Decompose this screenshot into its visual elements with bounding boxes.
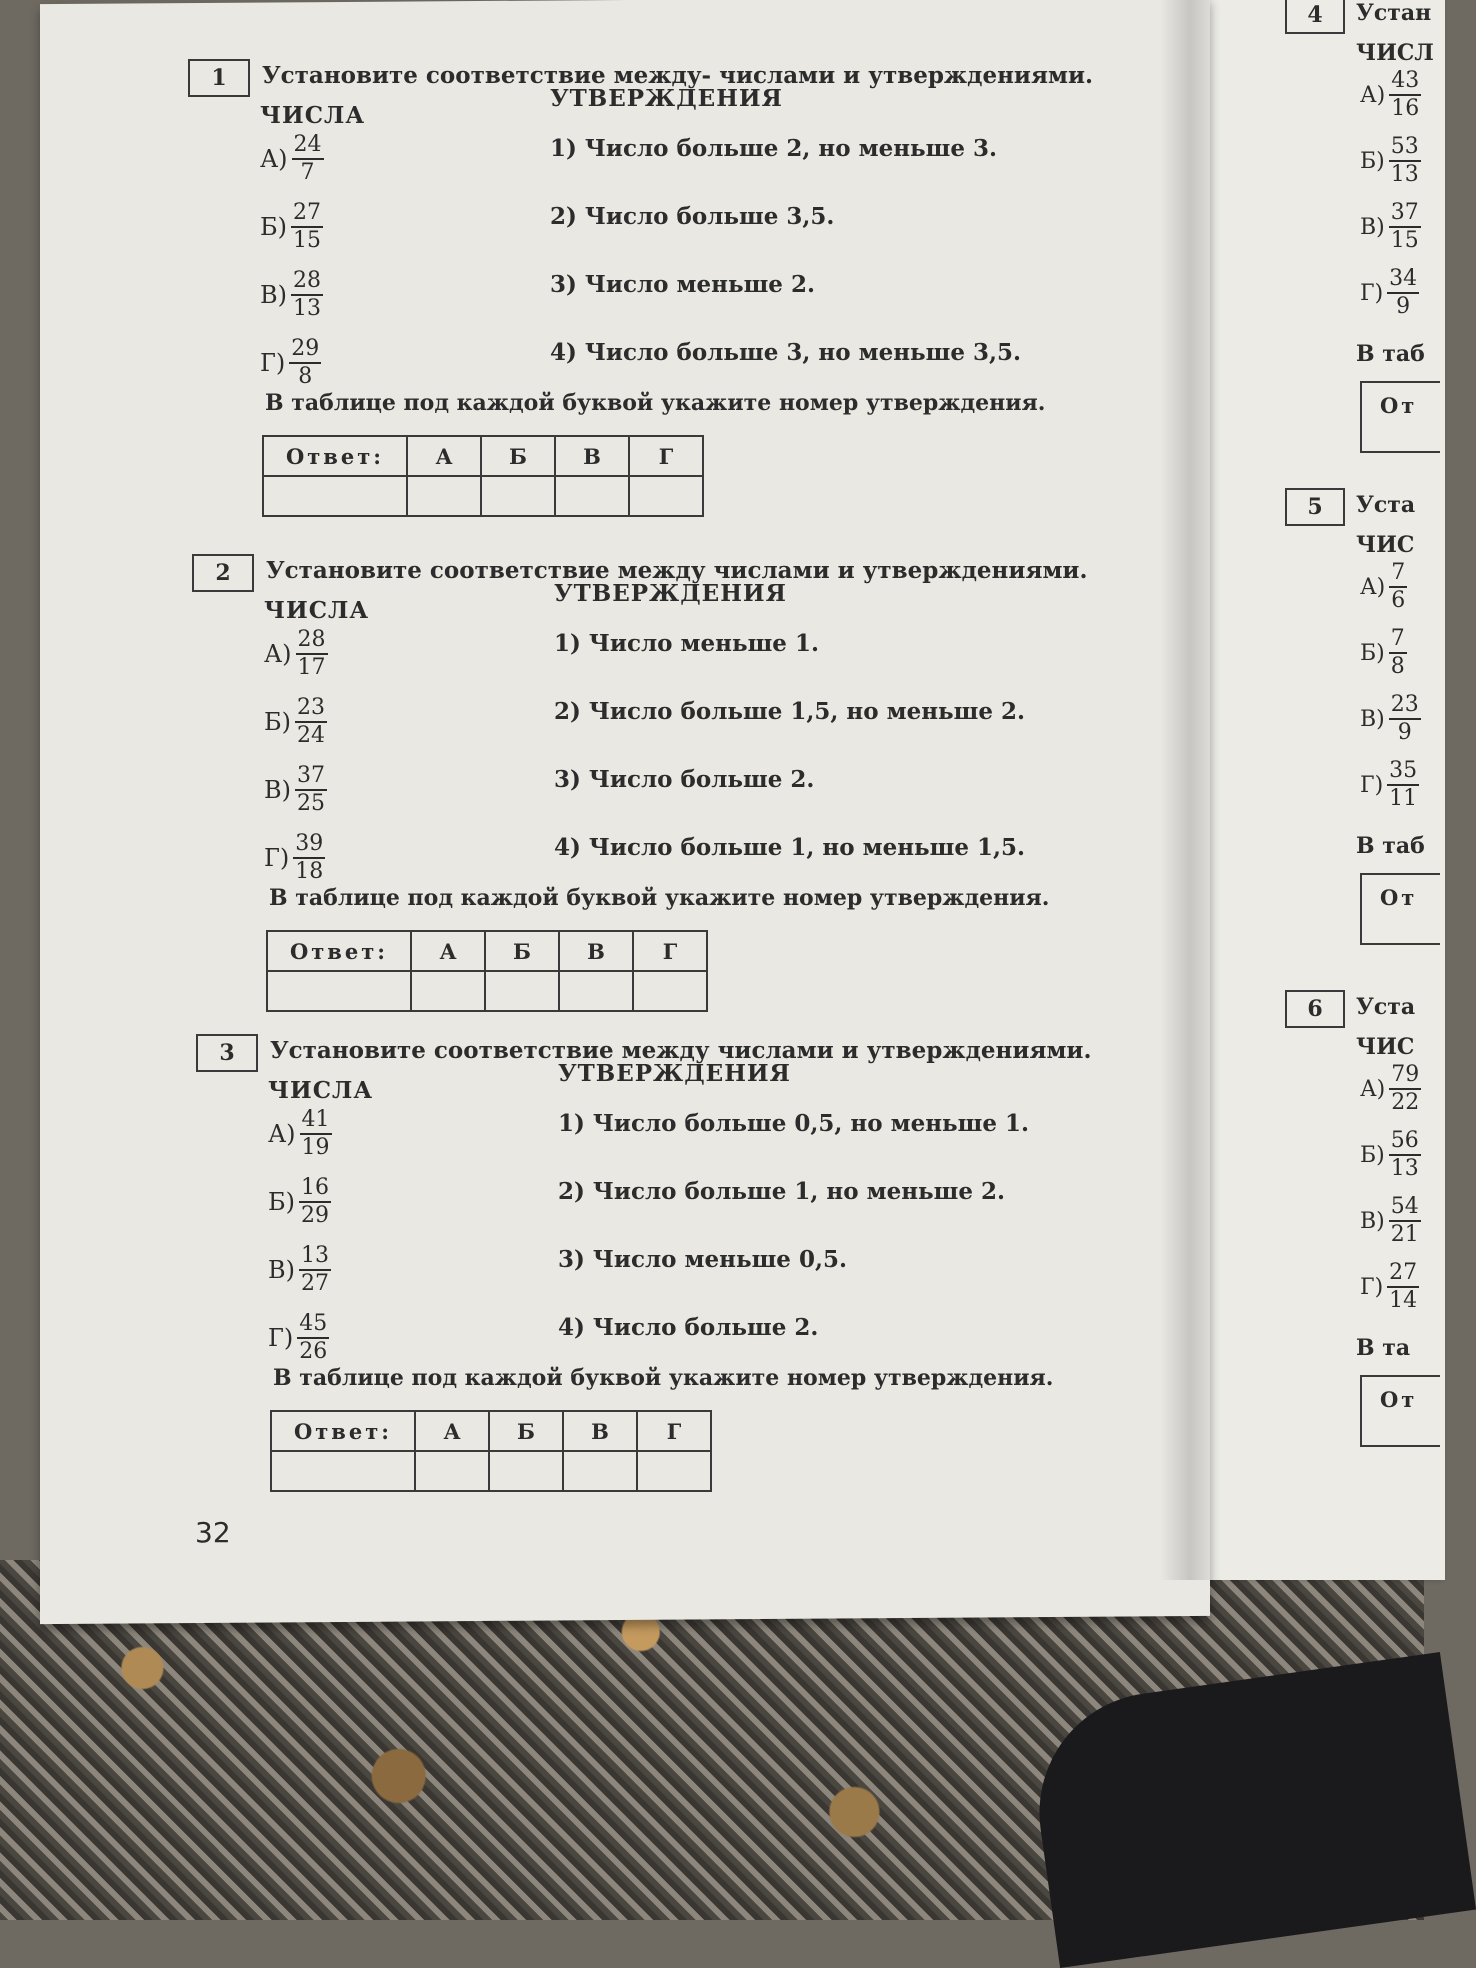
task6-number-3-numerator: 27 [1387, 1260, 1419, 1288]
task1-answer-cell-Б[interactable] [481, 476, 555, 516]
task2-numbers-header: ЧИСЛА [264, 597, 370, 624]
task3-answer-cell-В[interactable] [563, 1451, 637, 1491]
task1-answer-cell-А[interactable] [407, 476, 481, 516]
task1-number-3-fraction [289, 336, 321, 390]
task2-number-0-numerator: 28 [296, 627, 328, 655]
task5-instruction-fragment: В таб [1356, 833, 1425, 859]
task6-number-1-item [1360, 1128, 1421, 1182]
task3-number-2-item [268, 1243, 331, 1297]
task2-answer-cell-Б[interactable] [485, 971, 559, 1011]
task1-number-0-item [260, 132, 324, 186]
task5-answer-box-fragment: От [1360, 873, 1440, 945]
task3-number-2-letter: В) [268, 1256, 295, 1284]
task1-number-0-fraction [292, 132, 324, 186]
task1-number-box: 1 [188, 59, 250, 97]
task4-number-2-denominator: 15 [1390, 228, 1419, 253]
task6-number-3-fraction [1387, 1260, 1419, 1314]
task3-number-3-denominator: 26 [299, 1339, 328, 1364]
task3-answer-col-А: А [415, 1411, 489, 1451]
task4-number-0-numerator: 43 [1389, 68, 1421, 96]
task3-number-2-fraction [299, 1243, 331, 1297]
task1-answer-col-В: В [555, 436, 629, 476]
book-spine [1160, 0, 1210, 1580]
task1-statement-2: 2) Число больше 3,5. [550, 203, 835, 230]
task1-number-3-letter: Г) [260, 349, 286, 377]
task4-number-0-denominator: 16 [1391, 96, 1420, 121]
task1-number-1-letter: Б) [260, 213, 287, 241]
task2-number-3-fraction [293, 831, 325, 885]
task4-number-1-denominator: 13 [1390, 162, 1419, 187]
task3-number-0-letter: А) [268, 1120, 296, 1148]
task1-statement-4: 4) Число больше 3, но меньше 3,5. [550, 339, 1022, 366]
task3-number-1-numerator: 16 [299, 1175, 331, 1203]
task3-number-1-letter: Б) [268, 1188, 295, 1216]
task1-answer-col-Б: Б [481, 436, 555, 476]
task2-number-1-fraction [295, 695, 327, 749]
task3-answer-blank-label [271, 1451, 415, 1491]
task5-number-3-item [1360, 758, 1419, 812]
task1-answer-blank-label [263, 476, 407, 516]
task6-number-2-item [1360, 1194, 1421, 1248]
task5-number-1-letter: Б) [1360, 640, 1385, 666]
task1-numbers-header: ЧИСЛА [260, 102, 366, 129]
task2-number-3-letter: Г) [264, 844, 290, 872]
task4-number-3-letter: Г) [1360, 280, 1384, 306]
task2-statement-2: 2) Число больше 1,5, но меньше 2. [554, 698, 1026, 725]
task5-number-0-letter: А) [1360, 574, 1386, 600]
task6-number-3-denominator: 14 [1389, 1288, 1418, 1313]
task2-statement-3: 3) Число больше 2. [554, 766, 815, 793]
task5-number-0-item [1360, 560, 1407, 614]
task3-number-3-letter: Г) [268, 1324, 294, 1352]
task1-number-0-denominator: 7 [300, 160, 315, 185]
task5-number-3-numerator: 35 [1387, 758, 1419, 786]
task3-statement-1: 1) Число больше 0,5, но меньше 1. [558, 1110, 1030, 1137]
task1-number-1-fraction [291, 200, 323, 254]
task1-statement-3: 3) Число меньше 2. [550, 271, 815, 298]
task5-number-3-fraction [1387, 758, 1419, 812]
task2-answer-col-В: В [559, 931, 633, 971]
task1-number-1-numerator: 27 [291, 200, 323, 228]
task2-number-0-fraction [296, 627, 328, 681]
task3-answer-cell-Г[interactable] [637, 1451, 711, 1491]
task3-number-1-fraction [299, 1175, 331, 1229]
task5-prompt-fragment: Уста [1356, 492, 1416, 518]
task1-number-1-item [260, 200, 323, 254]
task5-number-1-denominator: 8 [1390, 654, 1405, 679]
task1-answer-col-Г: Г [629, 436, 703, 476]
task3-statement-3: 3) Число меньше 0,5. [558, 1246, 847, 1273]
task3-answer-col-Б: Б [489, 1411, 563, 1451]
task1-number-3-numerator: 29 [289, 336, 321, 364]
task2-number-1-numerator: 23 [295, 695, 327, 723]
task2-number-0-denominator: 17 [297, 655, 326, 680]
task3-number-1-item [268, 1175, 331, 1229]
task5-numbers-header: ЧИС [1356, 532, 1415, 558]
task6-number-1-denominator: 13 [1390, 1156, 1419, 1181]
task5-number-box: 5 [1285, 488, 1345, 526]
task4-numbers-header: ЧИСЛ [1356, 40, 1434, 66]
task6-numbers-header: ЧИС [1356, 1034, 1415, 1060]
task4-number-2-letter: В) [1360, 214, 1385, 240]
task2-answer-cell-Г[interactable] [633, 971, 707, 1011]
task2-answer-table [266, 930, 708, 1012]
task4-number-2-item [1360, 200, 1421, 254]
task3-answer-label: Ответ: [271, 1411, 415, 1451]
task3-number-3-numerator: 45 [297, 1311, 329, 1339]
task3-answer-col-В: В [563, 1411, 637, 1451]
task3-prompt: Установите соответствие между числами и утверждениями. [270, 1037, 1092, 1064]
task3-number-1-denominator: 29 [301, 1203, 329, 1228]
task4-number-0-fraction [1389, 68, 1421, 122]
task2-number-3-numerator: 39 [293, 831, 325, 859]
task4-number-1-fraction [1389, 134, 1421, 188]
task1-number-0-numerator: 24 [292, 132, 324, 160]
task3-answer-cell-Б[interactable] [489, 1451, 563, 1491]
task2-instruction: В таблице под каждой буквой укажите номер утверждения. [269, 885, 1050, 911]
task2-answer-cell-А[interactable] [411, 971, 485, 1011]
task5-number-0-denominator: 6 [1391, 588, 1406, 613]
task4-number-0-item [1360, 68, 1421, 122]
task5-number-0-numerator: 7 [1389, 560, 1407, 588]
task3-number-2-denominator: 27 [301, 1271, 329, 1296]
task2-statement-1: 1) Число меньше 1. [554, 630, 819, 657]
task2-answer-col-Г: Г [633, 931, 707, 971]
task2-number-3-denominator: 18 [295, 859, 324, 884]
task3-answer-cell-А[interactable] [415, 1451, 489, 1491]
task4-number-3-denominator: 9 [1396, 294, 1411, 319]
task2-number-0-letter: А) [264, 640, 292, 668]
task6-number-box: 6 [1285, 990, 1345, 1028]
task1-answer-cell-В[interactable] [555, 476, 629, 516]
task6-number-2-denominator: 21 [1390, 1222, 1419, 1247]
task3-number-3-item [268, 1311, 329, 1365]
task3-statements-header: УТВЕРЖДЕНИЯ [558, 1060, 791, 1087]
task2-prompt: Установите соответствие между числами и утверждениями. [266, 557, 1088, 584]
task2-number-2-numerator: 37 [295, 763, 327, 791]
task4-number-2-fraction [1389, 200, 1421, 254]
page-number: 32 [195, 1516, 231, 1549]
task2-number-2-letter: В) [264, 776, 291, 804]
task2-number-1-item [264, 695, 327, 749]
task1-statement-1: 1) Число больше 2, но меньше 3. [550, 135, 998, 162]
task2-answer-blank-label [267, 971, 411, 1011]
task5-number-2-item [1360, 692, 1421, 746]
task1-number-2-letter: В) [260, 281, 287, 309]
task5-number-2-numerator: 23 [1389, 692, 1421, 720]
task2-number-2-fraction [295, 763, 327, 817]
task4-number-1-item [1360, 134, 1421, 188]
task2-number-3-item [264, 831, 325, 885]
task5-number-1-numerator: 7 [1389, 626, 1407, 654]
task1-answer-table [262, 435, 704, 517]
task3-number-3-fraction [297, 1311, 329, 1365]
task2-answer-col-А: А [411, 931, 485, 971]
task6-number-3-letter: Г) [1360, 1274, 1384, 1300]
task3-statement-4: 4) Число больше 2. [558, 1314, 819, 1341]
task1-number-3-item [260, 336, 321, 390]
task6-number-2-numerator: 54 [1389, 1194, 1421, 1222]
task6-number-3-item [1360, 1260, 1419, 1314]
task6-number-0-numerator: 79 [1389, 1062, 1421, 1090]
task2-statement-4: 4) Число больше 1, но меньше 1,5. [554, 834, 1026, 861]
task4-instruction-fragment: В таб [1356, 341, 1425, 367]
task2-number-box: 2 [192, 554, 254, 592]
task6-prompt-fragment: Уста [1356, 994, 1416, 1020]
task1-number-1-denominator: 15 [293, 228, 321, 253]
task1-answer-col-А: А [407, 436, 481, 476]
task1-number-2-denominator: 13 [293, 296, 321, 321]
task6-number-2-letter: В) [1360, 1208, 1385, 1234]
task6-number-1-numerator: 56 [1389, 1128, 1421, 1156]
task4-number-3-fraction [1387, 266, 1419, 320]
task4-number-3-numerator: 34 [1387, 266, 1419, 294]
task6-instruction-fragment: В та [1356, 1335, 1411, 1361]
task4-number-2-numerator: 37 [1389, 200, 1421, 228]
task2-answer-label: Ответ: [267, 931, 411, 971]
task1-answer-label: Ответ: [263, 436, 407, 476]
task2-number-2-denominator: 25 [297, 791, 325, 816]
task3-answer-col-Г: Г [637, 1411, 711, 1451]
task6-number-0-letter: А) [1360, 1076, 1386, 1102]
task2-number-1-denominator: 24 [297, 723, 325, 748]
task5-number-1-item [1360, 626, 1407, 680]
task1-number-3-denominator: 8 [298, 364, 313, 389]
task1-answer-cell-Г[interactable] [629, 476, 703, 516]
task4-number-0-letter: А) [1360, 82, 1386, 108]
task4-number-1-numerator: 53 [1389, 134, 1421, 162]
task2-statements-header: УТВЕРЖДЕНИЯ [554, 580, 787, 607]
task1-prompt: Установите соответствие между- числами и утверждениями. [262, 62, 1094, 89]
task6-number-0-item [1360, 1062, 1421, 1116]
task3-number-2-numerator: 13 [299, 1243, 331, 1271]
task3-number-0-fraction [300, 1107, 332, 1161]
task3-number-box: 3 [196, 1034, 258, 1072]
task2-number-0-item [264, 627, 328, 681]
task1-number-2-fraction [291, 268, 323, 322]
task4-answer-box-fragment: От [1360, 381, 1440, 453]
task3-statement-2: 2) Число больше 1, но меньше 2. [558, 1178, 1006, 1205]
task6-number-2-fraction [1389, 1194, 1421, 1248]
task2-number-2-item [264, 763, 327, 817]
task4-number-3-item [1360, 266, 1419, 320]
task6-number-0-fraction [1389, 1062, 1421, 1116]
task1-number-0-letter: А) [260, 145, 288, 173]
task5-number-1-fraction [1389, 626, 1407, 680]
task1-number-2-item [260, 268, 323, 322]
task1-statements-header: УТВЕРЖДЕНИЯ [550, 85, 783, 112]
task3-number-0-denominator: 19 [301, 1135, 330, 1160]
task5-number-2-fraction [1389, 692, 1421, 746]
task2-number-1-letter: Б) [264, 708, 291, 736]
task5-number-3-denominator: 11 [1389, 786, 1418, 811]
task5-number-0-fraction [1389, 560, 1407, 614]
task5-number-3-letter: Г) [1360, 772, 1384, 798]
task1-instruction: В таблице под каждой буквой укажите номер утверждения. [265, 390, 1046, 416]
task2-answer-cell-В[interactable] [559, 971, 633, 1011]
task2-answer-col-Б: Б [485, 931, 559, 971]
task4-number-1-letter: Б) [1360, 148, 1385, 174]
task3-number-0-item [268, 1107, 332, 1161]
task6-number-0-denominator: 22 [1391, 1090, 1420, 1115]
task3-numbers-header: ЧИСЛА [268, 1077, 374, 1104]
task6-number-1-fraction [1389, 1128, 1421, 1182]
task6-number-1-letter: Б) [1360, 1142, 1385, 1168]
task3-answer-table [270, 1410, 712, 1492]
task3-number-0-numerator: 41 [300, 1107, 332, 1135]
task5-number-2-letter: В) [1360, 706, 1385, 732]
task4-number-box: 4 [1285, 0, 1345, 34]
task1-number-2-numerator: 28 [291, 268, 323, 296]
task4-prompt-fragment: Устан [1356, 0, 1432, 26]
task6-answer-box-fragment: От [1360, 1375, 1440, 1447]
task5-number-2-denominator: 9 [1397, 720, 1412, 745]
task3-instruction: В таблице под каждой буквой укажите номер утверждения. [273, 1365, 1054, 1391]
